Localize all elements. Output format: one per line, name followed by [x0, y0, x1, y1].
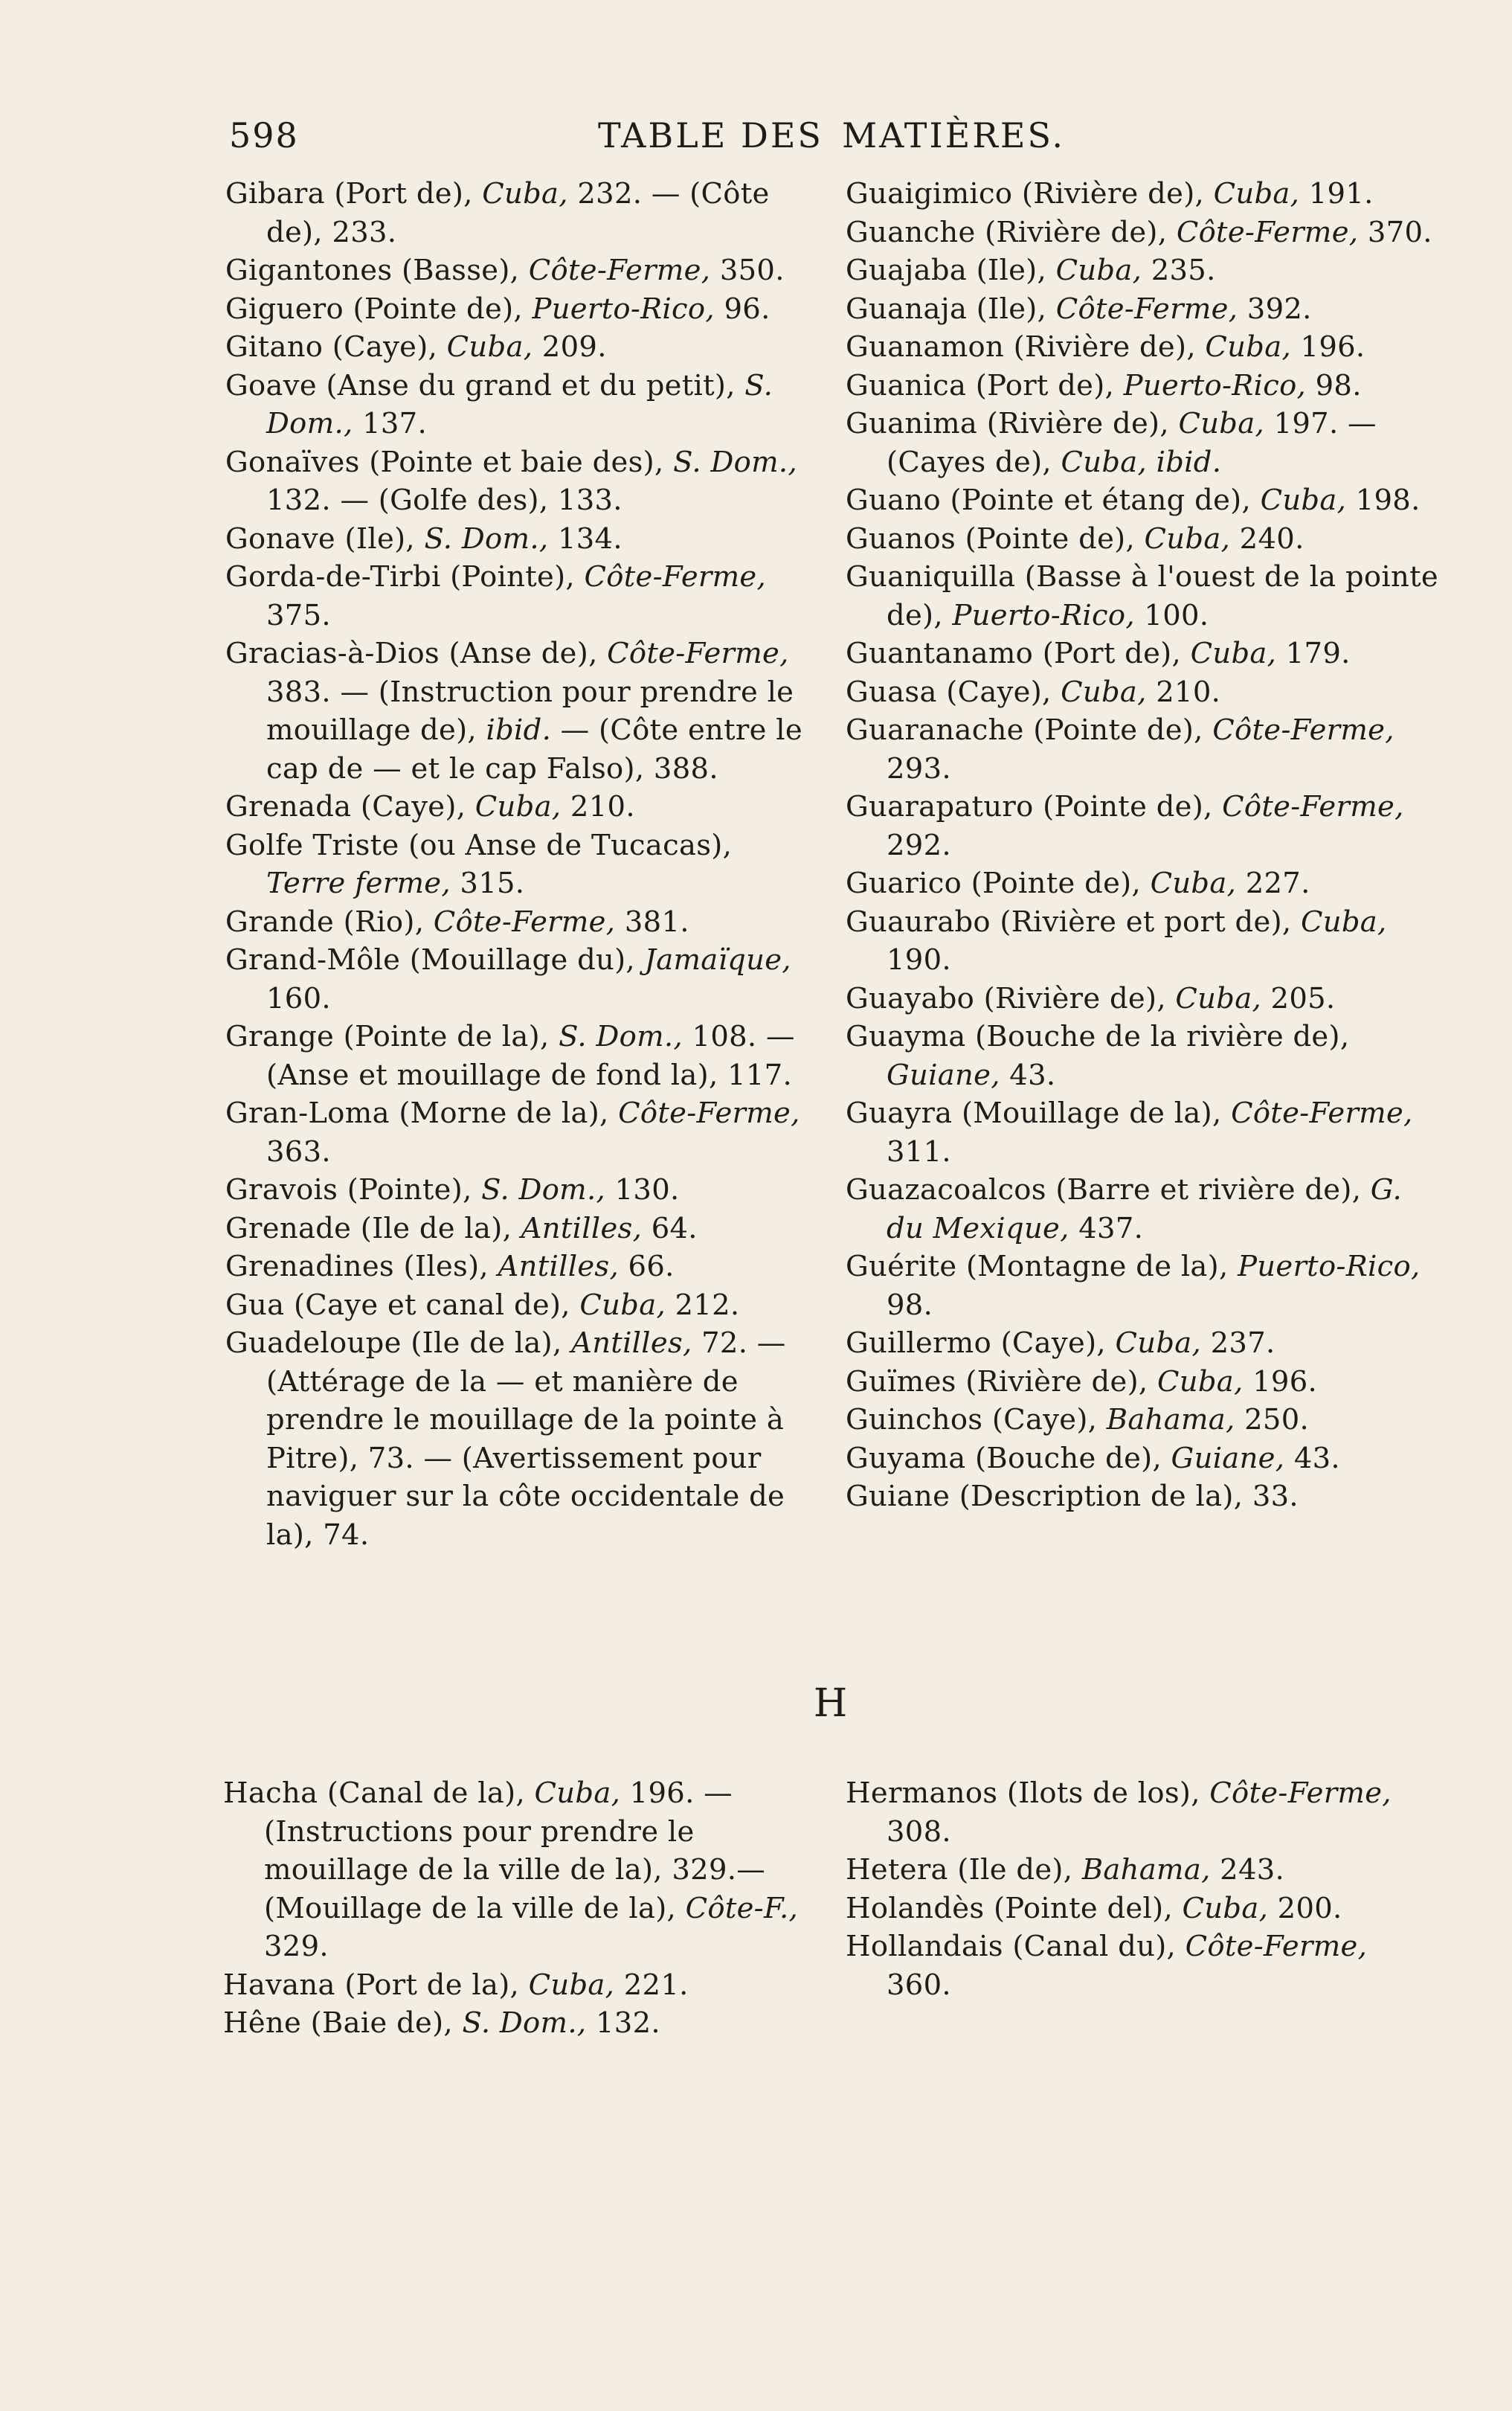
index-entry [225, 520, 813, 559]
entry-text: 132. [586, 2006, 660, 2040]
index-entry [225, 290, 813, 329]
entry-text: 190. [887, 943, 951, 977]
entry-text: Giguero (Pointe de), [225, 292, 533, 326]
entry-location: Côte-Ferme, [528, 254, 711, 287]
index-entry [225, 635, 813, 788]
index-entry [846, 711, 1441, 788]
entry-text: — (Côte entre le cap de — et le cap Falso), 388. [266, 713, 802, 786]
entry-text: Guiane (Description de la), 33. [846, 1480, 1299, 1513]
index-entry [846, 1094, 1441, 1171]
entry-text: 98. [887, 1288, 933, 1322]
index-entry [846, 251, 1441, 290]
index-entry [225, 1248, 813, 1286]
entry-location: ibid. [486, 713, 552, 747]
entry-text: Grenada (Caye), [225, 790, 475, 824]
entry-text: 64. [642, 1211, 698, 1245]
index-entry [225, 826, 813, 903]
entry-text: Guayabo (Rivière de), [846, 981, 1176, 1015]
entry-text: 43. [1284, 1441, 1340, 1475]
index-entry [846, 1927, 1441, 2004]
entry-text: 210. [1146, 675, 1221, 709]
entry-text: Gua (Caye et canal de), [225, 1288, 580, 1322]
entry-text: 197. — (Cayes de), [887, 407, 1377, 479]
entry-text: 350. [710, 254, 785, 287]
running-header [223, 115, 1287, 167]
entry-location: S. Dom., [462, 2006, 587, 2040]
entry-text: Holandès (Pointe del), [846, 1891, 1183, 1925]
entry-text: 96. [714, 292, 771, 326]
entry-location: Puerto-Rico, [1123, 368, 1307, 402]
index-entry [225, 443, 813, 520]
entry-location: Cuba, [1213, 177, 1300, 211]
entry-text: Guanima (Rivière de), [846, 407, 1179, 440]
entry-location: Cuba, [579, 1288, 666, 1322]
entry-text: Grande (Rio), [225, 905, 434, 939]
entry-text: 108. — (Anse et mouillage de fond la), 117. [266, 1020, 795, 1092]
index-entry [225, 251, 813, 290]
entry-text: 132. — (Golfe des), 133. [266, 484, 623, 517]
entry-text: Goave (Anse du grand et du petit), [225, 368, 745, 402]
entry-location: Antilles, [498, 1250, 620, 1283]
entry-location: Côte-F., [685, 1891, 799, 1925]
index-entry [846, 1018, 1441, 1094]
index-entry [846, 1890, 1441, 1928]
entry-location: Cuba, [1175, 981, 1261, 1015]
index-entry [846, 673, 1441, 712]
index-entry [225, 788, 813, 826]
entry-location: Cuba, [1055, 254, 1142, 287]
entry-text: 200. [1268, 1891, 1342, 1925]
entry-location: Côte-Ferme, [618, 1097, 800, 1130]
entry-text: 205. [1261, 981, 1336, 1015]
index-entry [225, 1210, 813, 1248]
entry-text: Guinchos (Caye), [846, 1403, 1107, 1436]
index-entry [225, 903, 813, 942]
entry-text: Guérite (Montagne de la), [846, 1250, 1238, 1283]
index-entry [846, 1439, 1441, 1478]
index-entry [846, 1324, 1441, 1363]
entry-text: 198. [1346, 484, 1421, 517]
entry-text: 240. [1230, 521, 1304, 556]
index-entry [846, 980, 1441, 1018]
index-entry [846, 1774, 1441, 1851]
entry-text: 308. [887, 1814, 951, 1849]
index-entry [846, 788, 1441, 864]
entry-text: Guajaba (Ile), [846, 254, 1056, 287]
index-entry [846, 635, 1441, 673]
entry-location: Côte-Ferme, [1231, 1097, 1413, 1130]
index-column-left-g [225, 175, 813, 1554]
entry-location: Cuba, [1178, 407, 1265, 440]
entry-location: Antilles, [571, 1326, 692, 1360]
entry-text: 381. [615, 905, 689, 939]
index-entry [225, 1094, 813, 1171]
entry-location: S. Dom., [424, 521, 549, 556]
header-title-part1: TABLE DES [598, 115, 823, 155]
entry-location: Cuba, [534, 1776, 621, 1810]
entry-text: 134. [548, 521, 623, 556]
entry-text: 363. [266, 1134, 331, 1169]
entry-location: G. du Mexique, [887, 1173, 1403, 1245]
entry-location: Antilles, [521, 1211, 643, 1245]
entry-location: Côte-Ferme, [1222, 790, 1404, 824]
entry-location: Puerto-Rico, [1238, 1250, 1421, 1283]
entry-text: 383. — (Instruction pour prendre le mouillage de), [266, 675, 794, 747]
entry-location: Cuba, ibid. [1061, 445, 1222, 479]
entry-text: Guanos (Pointe de), [846, 521, 1145, 556]
entry-location: Côte-Ferme, [433, 905, 616, 939]
entry-text: Guanaja (Ile), [846, 292, 1056, 326]
index-entry [846, 290, 1441, 329]
index-entry [846, 1248, 1441, 1324]
index-entry [225, 941, 813, 1018]
entry-location: Cuba, [1260, 484, 1347, 517]
entry-location: Côte-Ferme, [607, 637, 789, 670]
entry-location: Terre ferme, [266, 867, 451, 900]
entry-location: Côte-Ferme, [1176, 215, 1359, 249]
index-entry [846, 214, 1441, 252]
entry-location: Guiane, [1171, 1441, 1285, 1475]
index-entry [846, 903, 1441, 980]
entry-text: Guaranache (Pointe de), [846, 713, 1213, 747]
entry-text: 196. [1291, 330, 1365, 364]
entry-location: Côte-Ferme, [1212, 713, 1394, 747]
entry-text: 315. [450, 867, 525, 900]
index-entry [846, 405, 1441, 481]
header-title-part2: MATIÈRES. [842, 115, 1065, 155]
index-entry [846, 1851, 1441, 1890]
entry-location: S. Dom., [559, 1020, 683, 1053]
entry-text: 196. [1243, 1364, 1318, 1399]
entry-text: Gonave (Ile), [225, 521, 425, 556]
entry-text: Guasa (Caye), [846, 675, 1061, 709]
entry-text: Guaigimico (Rivière de), [846, 177, 1214, 211]
entry-text: 237. [1201, 1326, 1275, 1360]
index-entry [225, 1171, 813, 1210]
entry-text: Guaurabo (Rivière et port de), [846, 905, 1301, 939]
entry-text: 210. [561, 790, 635, 824]
entry-text: 437. [1069, 1211, 1144, 1245]
entry-location: Cuba, [482, 177, 568, 211]
entry-text: Guanica (Port de), [846, 368, 1124, 402]
entry-text: 43. [1000, 1058, 1056, 1092]
index-entry [223, 2004, 811, 2043]
entry-text: Guayra (Mouillage de la), [846, 1097, 1232, 1130]
index-entry [846, 864, 1441, 903]
entry-text: 160. [266, 981, 331, 1015]
entry-location: Cuba, [1061, 675, 1147, 709]
entry-text: 292. [887, 828, 951, 862]
entry-text: 72. — (Attérage de la — et manière de prendre le mouillage de la pointe à Pitre), 73. — (Avertissement pour naviguer sur la côte occidentale de la), 74. [266, 1326, 786, 1552]
entry-text: Hêne (Baie de), [223, 2006, 463, 2040]
entry-text: Gigantones (Basse), [225, 254, 529, 287]
entry-text: Hacha (Canal de la), [223, 1776, 535, 1810]
index-entry [225, 1286, 813, 1325]
entry-location: S. Dom., [673, 445, 798, 479]
entry-text: Guyama (Bouche de), [846, 1441, 1171, 1475]
entry-location: Cuba, [446, 330, 533, 364]
entry-text: Guanche (Rivière de), [846, 215, 1177, 249]
index-entry [225, 367, 813, 443]
page-number: 598 [229, 115, 299, 155]
entry-text: 212. [665, 1288, 740, 1322]
section-letter-h: H [813, 1681, 848, 1726]
entry-text: Grenade (Ile de la), [225, 1211, 521, 1245]
entry-text: Guantanamo (Port de), [846, 637, 1191, 670]
entry-text: Guïmes (Rivière de), [846, 1364, 1157, 1399]
entry-location: Bahama, [1081, 1853, 1211, 1887]
entry-text: Guazacoalcos (Barre et rivière de), [846, 1173, 1371, 1207]
entry-location: Bahama, [1106, 1403, 1235, 1436]
entry-text: Guano (Pointe et étang de), [846, 484, 1261, 517]
entry-text: Golfe Triste (ou Anse de Tucacas), [225, 828, 733, 862]
entry-text: 375. [266, 598, 331, 632]
entry-text: 130. [605, 1173, 680, 1207]
entry-text: 221. [614, 1968, 689, 2002]
entry-text: Havana (Port de la), [223, 1968, 529, 2002]
entry-text: Hetera (Ile de), [846, 1853, 1082, 1887]
index-entry [223, 1774, 811, 1966]
entry-location: Cuba, [474, 790, 562, 824]
entry-location: Cuba, [528, 1968, 615, 2002]
entry-text: Gibara (Port de), [225, 177, 483, 211]
entry-text: 250. [1235, 1403, 1310, 1436]
index-entry [846, 175, 1441, 214]
entry-text: Guarico (Pointe de), [846, 867, 1151, 900]
entry-text: 392. [1238, 292, 1312, 326]
entry-text: Hermanos (Ilots de los), [846, 1776, 1210, 1810]
entry-location: Cuba, [1144, 521, 1231, 556]
entry-text: Grange (Pointe de la), [225, 1020, 559, 1053]
entry-location: Côte-Ferme, [1209, 1776, 1392, 1810]
entry-location: Cuba, [1115, 1326, 1202, 1360]
entry-text: Gorda-de-Tirbi (Pointe), [225, 560, 585, 594]
index-entry [846, 481, 1441, 520]
entry-location: S. Dom., [481, 1173, 606, 1207]
entry-location: Cuba, [1205, 330, 1291, 364]
entry-text: Gonaïves (Pointe et baie des), [225, 445, 674, 479]
index-entry [846, 1363, 1441, 1402]
entry-text: 227. [1236, 867, 1310, 900]
entry-text: 243. [1210, 1853, 1285, 1887]
entry-text: 196. — (Instructions pour prendre le mouillage de la ville de la), 329.—(Mouillage de la ville de la), [264, 1776, 766, 1925]
entry-text: Grand-Môle (Mouillage du), [225, 943, 645, 977]
entry-text: 100. [1134, 598, 1209, 632]
index-column-right-g [846, 175, 1441, 1516]
index-entry [223, 1966, 811, 2005]
entry-text: Gracias-à-Dios (Anse de), [225, 637, 608, 670]
entry-text: 329. [264, 1930, 329, 1963]
entry-location: Cuba, [1190, 637, 1277, 670]
entry-location: Côte-Ferme, [584, 560, 767, 594]
entry-location: S. Dom., [266, 368, 773, 440]
entry-text: 66. [619, 1250, 675, 1283]
entry-location: Cuba, [1156, 1364, 1244, 1399]
index-entry [225, 558, 813, 635]
entry-location: Côte-Ferme, [1055, 292, 1238, 326]
entry-text: Guarapaturo (Pointe de), [846, 790, 1223, 824]
entry-text: Guayma (Bouche de la rivière de), [846, 1020, 1350, 1053]
entry-text: Guadeloupe (Ile de la), [225, 1326, 572, 1360]
entry-text: Guillermo (Caye), [846, 1326, 1116, 1360]
entry-text: 98. [1306, 368, 1362, 402]
index-entry [846, 558, 1441, 635]
index-entry [846, 520, 1441, 559]
entry-text: 179. [1276, 637, 1351, 670]
index-entry [846, 1401, 1441, 1439]
index-column-left-h [223, 1774, 811, 2043]
entry-text: 209. [533, 330, 607, 364]
entry-text: 311. [887, 1134, 951, 1169]
index-entry [846, 1171, 1441, 1248]
entry-text: Gravois (Pointe), [225, 1173, 482, 1207]
index-entry [846, 328, 1441, 367]
entry-text: Guanamon (Rivière de), [846, 330, 1206, 364]
index-entry [225, 328, 813, 367]
entry-location: Cuba, [1150, 867, 1237, 900]
entry-location: Côte-Ferme, [1185, 1930, 1368, 1963]
index-column-right-h [846, 1774, 1441, 2004]
index-entry [225, 1324, 813, 1554]
entry-text: Gitano (Caye), [225, 330, 447, 364]
entry-location: Guiane, [887, 1058, 1000, 1092]
index-entry [846, 367, 1441, 405]
index-entry [225, 1018, 813, 1094]
index-entry [225, 175, 813, 251]
index-entry [846, 1477, 1441, 1516]
entry-text: 370. [1358, 215, 1432, 249]
entry-text: 360. [887, 1968, 951, 2002]
entry-text: Guaniquilla (Basse à l'ouest de la pointe de), [846, 560, 1438, 632]
entry-text: 232. — (Côte de), 233. [266, 177, 770, 249]
entry-location: Puerto-Rico, [532, 292, 715, 326]
entry-text: 293. [887, 751, 951, 786]
entry-text: 235. [1142, 254, 1216, 287]
entry-text: Hollandais (Canal du), [846, 1930, 1186, 1963]
entry-text: Grenadines (Iles), [225, 1250, 498, 1283]
entry-text: 137. [353, 407, 427, 440]
entry-location: Puerto-Rico, [952, 598, 1135, 632]
entry-location: Jamaïque, [644, 943, 791, 977]
entry-text: Gran-Loma (Morne de la), [225, 1097, 619, 1130]
entry-location: Cuba, [1300, 905, 1387, 939]
entry-location: Cuba, [1182, 1891, 1269, 1925]
entry-text: 191. [1299, 177, 1374, 211]
